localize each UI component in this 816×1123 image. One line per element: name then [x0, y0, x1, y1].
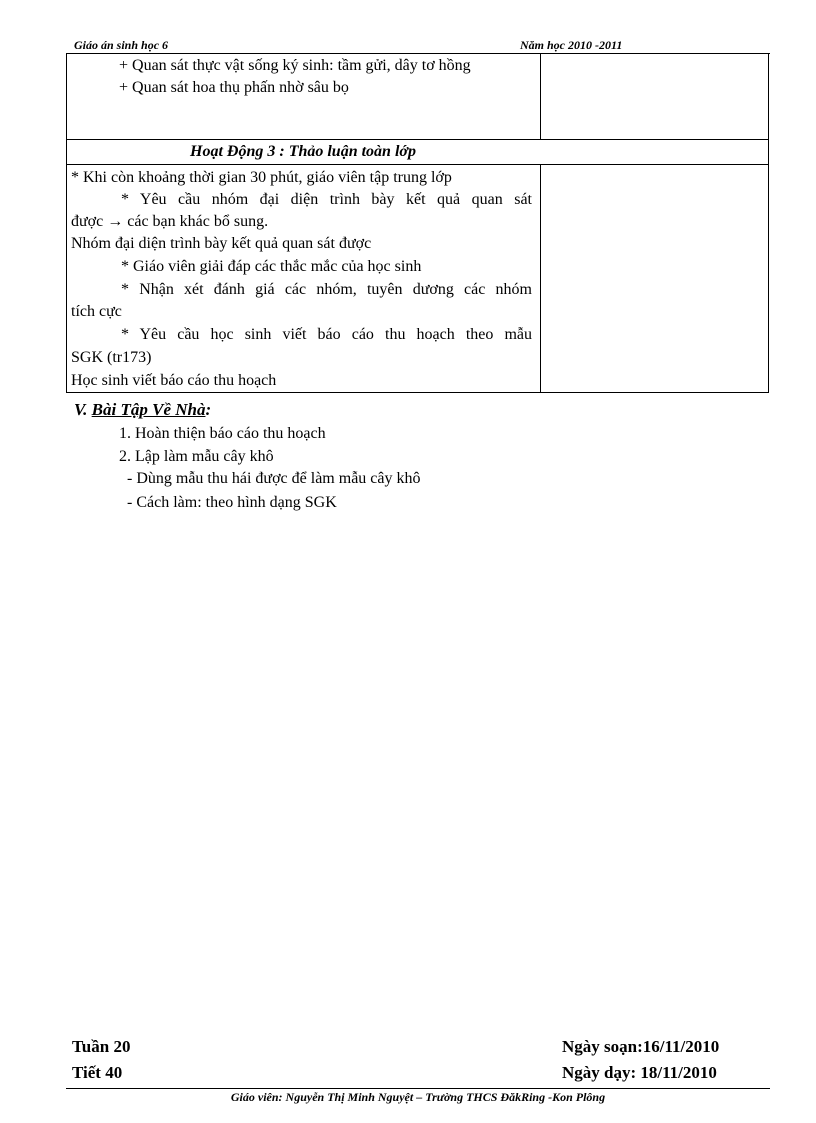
footer-lesson: Tiết 40 [72, 1063, 123, 1082]
homework-item-1: 1. Hoàn thiện báo cáo thu hoạch [119, 425, 326, 442]
table-divider-bottom [540, 164, 541, 393]
homework-title: Bài Tập Về Nhà [91, 400, 206, 419]
footer-signature: Giáo viên: Nguyễn Thị Minh Nguyệt – Trường THCS ĐăkRing -Kon Plông [230, 1090, 606, 1104]
table-border-right [768, 53, 769, 393]
activity-3-line-6: * Nhận xét đánh giá các nhóm, tuyên dương các nhóm [121, 281, 532, 298]
header-school-year: Năm học 2010 -2011 [520, 38, 623, 52]
homework-item-3: - Dùng mẫu thu hái được để làm mẫu cây khô [127, 470, 421, 487]
activity-3-line-1: * Khi còn khoảng thời gian 30 phút, giáo viên tập trung lớp [71, 169, 452, 186]
table-rule-bottom [66, 392, 769, 393]
activity-3-line-2: * Yêu cầu nhóm đại diện trình bày kết quả quan sát [121, 191, 532, 208]
table-border-left [66, 53, 67, 393]
header-subject: Giáo án sinh học 6 [74, 38, 169, 52]
table-divider-top [540, 53, 541, 139]
footer-week: Tuần 20 [72, 1037, 131, 1056]
activity-3-line-7: tích cực [71, 303, 122, 320]
activity-3-line-4: Nhóm đại diện trình bày kết quả quan sát được [71, 235, 372, 252]
activity-3-line-5: * Giáo viên giải đáp các thắc mắc của học sinh [121, 258, 422, 275]
homework-item-2: 2. Lập làm mẫu cây khô [119, 448, 274, 465]
homework-prefix: V. [74, 400, 92, 419]
table-rule-1 [66, 139, 769, 140]
table-rule-2 [66, 164, 769, 165]
homework-suffix: : [205, 400, 212, 419]
activity-3-title: Hoạt Động 3 : Thảo luận toàn lớp [190, 143, 416, 160]
footer-rule [66, 1088, 770, 1089]
header-rule [66, 53, 770, 54]
table-top-line-2: + Quan sát hoa thụ phấn nhờ sâu bọ [119, 79, 349, 96]
activity-3-line-8: * Yêu cầu học sinh viết báo cáo thu hoạch theo mẫu [121, 326, 532, 343]
activity-3-line-3: được → các bạn khác bổ sung. [71, 213, 269, 230]
activity-3-line-9: SGK (tr173) [71, 349, 152, 366]
footer-taught-date: Ngày dạy: 18/11/2010 [562, 1063, 717, 1082]
homework-heading [74, 400, 211, 420]
table-top-line-1: + Quan sát thực vật sống ký sinh: tầm gửi, dây tơ hồng [119, 57, 471, 74]
homework-item-4: - Cách làm: theo hình dạng SGK [127, 494, 337, 511]
footer-prepared-date: Ngày soạn:16/11/2010 [562, 1037, 720, 1056]
activity-3-line-10: Học sinh viết báo cáo thu hoạch [71, 372, 277, 389]
